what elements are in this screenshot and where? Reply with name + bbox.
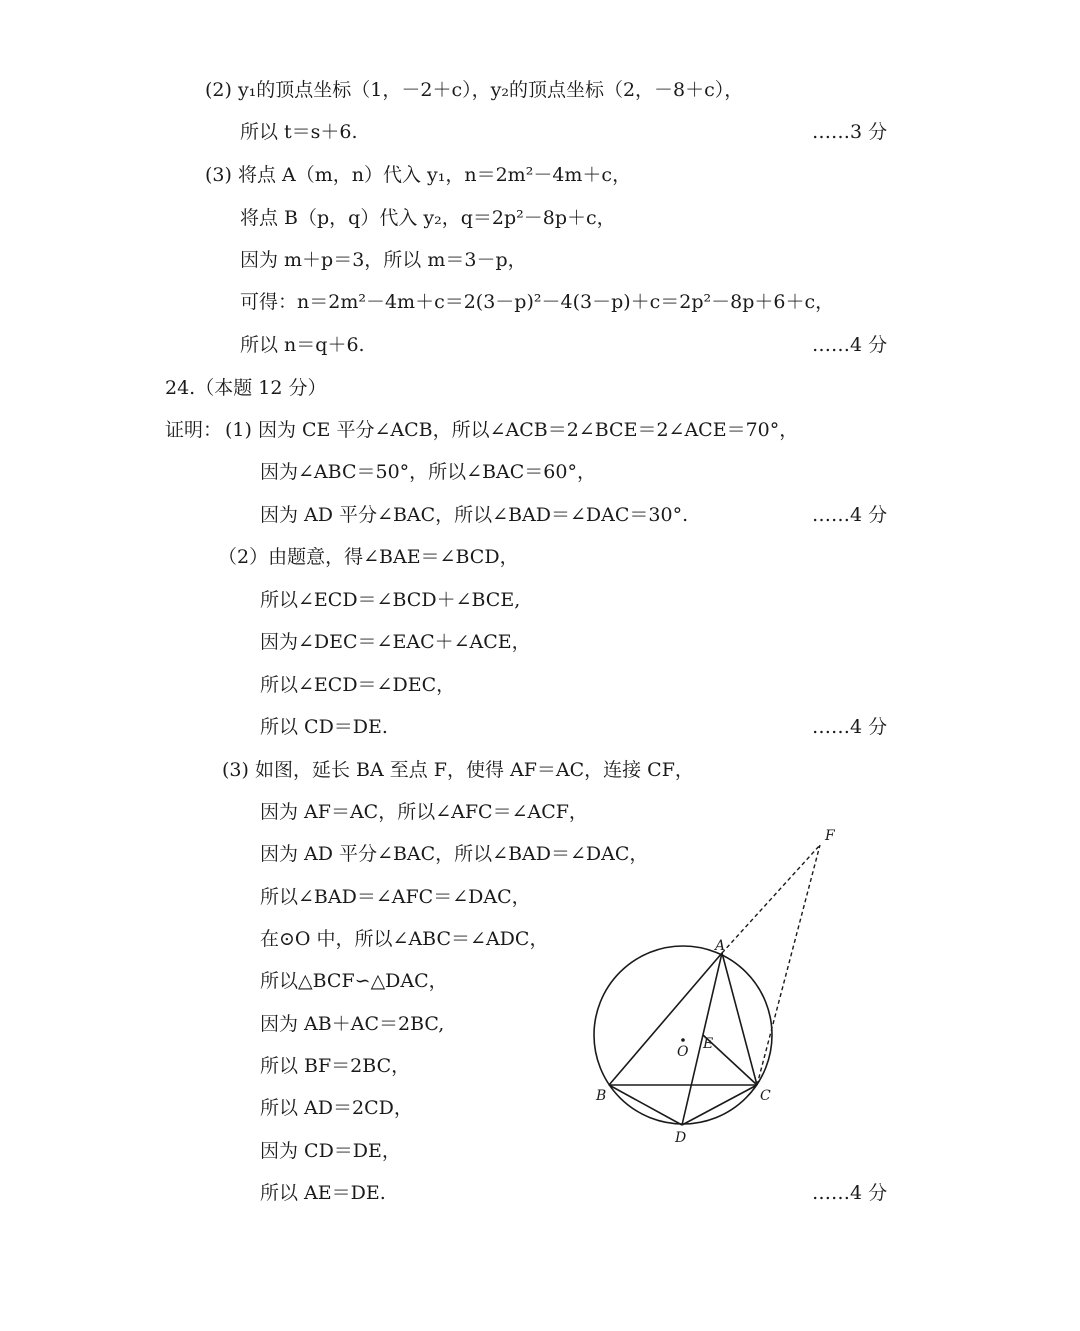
segment-ac [722, 953, 757, 1085]
part3-line1: (3) 将点 A（m，n）代入 y₁，n＝2m²－4m＋c， [205, 164, 632, 186]
q24-p3-line2: 因为 AF＝AC，所以∠AFC＝∠ACF， [260, 801, 588, 823]
q24-p2-line5: 所以 CD＝DE. [260, 716, 388, 738]
geometry-figure [585, 820, 850, 1150]
part2-line1: (2) y₁的顶点坐标（1，－2＋c），y₂的顶点坐标（2，－8＋c）， [205, 79, 744, 101]
q24-p3-score: ……4 分 [812, 1182, 888, 1204]
label-e: E [703, 1036, 714, 1052]
q24-p3-line5: 在⊙O 中，所以∠ABC＝∠ADC， [260, 928, 549, 950]
q24-p3-line3: 因为 AD 平分∠BAC，所以∠BAD＝∠DAC， [260, 843, 649, 865]
part3-line4: 可得：n＝2m²－4m＋c＝2(3－p)²－4(3－p)＋c＝2p²－8p＋6＋c， [240, 291, 835, 313]
segment-ab [609, 953, 722, 1085]
q24-p1-line1: (1) 因为 CE 平分∠ACB，所以∠ACB＝2∠BCE＝2∠ACE＝70°， [225, 419, 799, 441]
q24-p3-line1: (3) 如图，延长 BA 至点 F，使得 AF＝AC，连接 CF， [222, 759, 694, 781]
label-b: B [596, 1088, 607, 1104]
q24-p3-line8: 所以 BF＝2BC， [260, 1055, 411, 1077]
q24-p3-line7: 因为 AB＋AC＝2BC, [260, 1013, 445, 1035]
label-o: O [677, 1044, 689, 1060]
q24-p1-line2: 因为∠ABC＝50°，所以∠BAC＝60°， [260, 461, 596, 483]
q24-heading: 24.（本题 12 分） [165, 377, 327, 399]
part3-line5: 所以 n＝q＋6. [240, 334, 365, 356]
part2-score: ……3 分 [812, 121, 888, 143]
part3-line2: 将点 B（p，q）代入 y₂，q＝2p²－8p＋c， [240, 207, 616, 229]
q24-p2-line3: 因为∠DEC＝∠EAC＋∠ACE， [260, 631, 531, 653]
part3-line3: 因为 m＋p＝3，所以 m＝3－p， [240, 249, 527, 271]
part3-score: ……4 分 [812, 334, 888, 356]
q24-p2-score: ……4 分 [812, 716, 888, 738]
part2-line2: 所以 t＝s＋6. [240, 121, 358, 143]
center-point-o [681, 1038, 685, 1042]
segment-cd [682, 1085, 757, 1125]
q24-p3-line9: 所以 AD＝2CD， [260, 1097, 413, 1119]
q24-p1-line3: 因为 AD 平分∠BAC，所以∠BAD＝∠DAC＝30°. [260, 504, 689, 526]
label-a: A [715, 938, 726, 954]
segment-cf-dashed [757, 845, 820, 1085]
q24-p3-line6: 所以△BCF∽△DAC， [260, 970, 448, 992]
segment-ad [682, 953, 722, 1125]
label-d: D [675, 1130, 687, 1146]
q24-p3-line4: 所以∠BAD＝∠AFC＝∠DAC， [260, 886, 531, 908]
q24-p1-score: ……4 分 [812, 504, 888, 526]
segment-bd [609, 1085, 682, 1125]
circle-o [594, 946, 772, 1124]
q24-p3-line11: 所以 AE＝DE. [260, 1182, 386, 1204]
label-f: F [825, 828, 835, 844]
q24-p3-line10: 因为 CD＝DE， [260, 1140, 401, 1162]
q24-p2-line2: 所以∠ECD＝∠BCD＋∠BCE, [260, 589, 521, 611]
q24-p2-line4: 所以∠ECD＝∠DEC， [260, 674, 456, 696]
q24-proof-label: 证明： [165, 419, 223, 441]
q24-p2-line1: （2）由题意，得∠BAE＝∠BCD， [218, 546, 519, 568]
label-c: C [760, 1088, 771, 1104]
